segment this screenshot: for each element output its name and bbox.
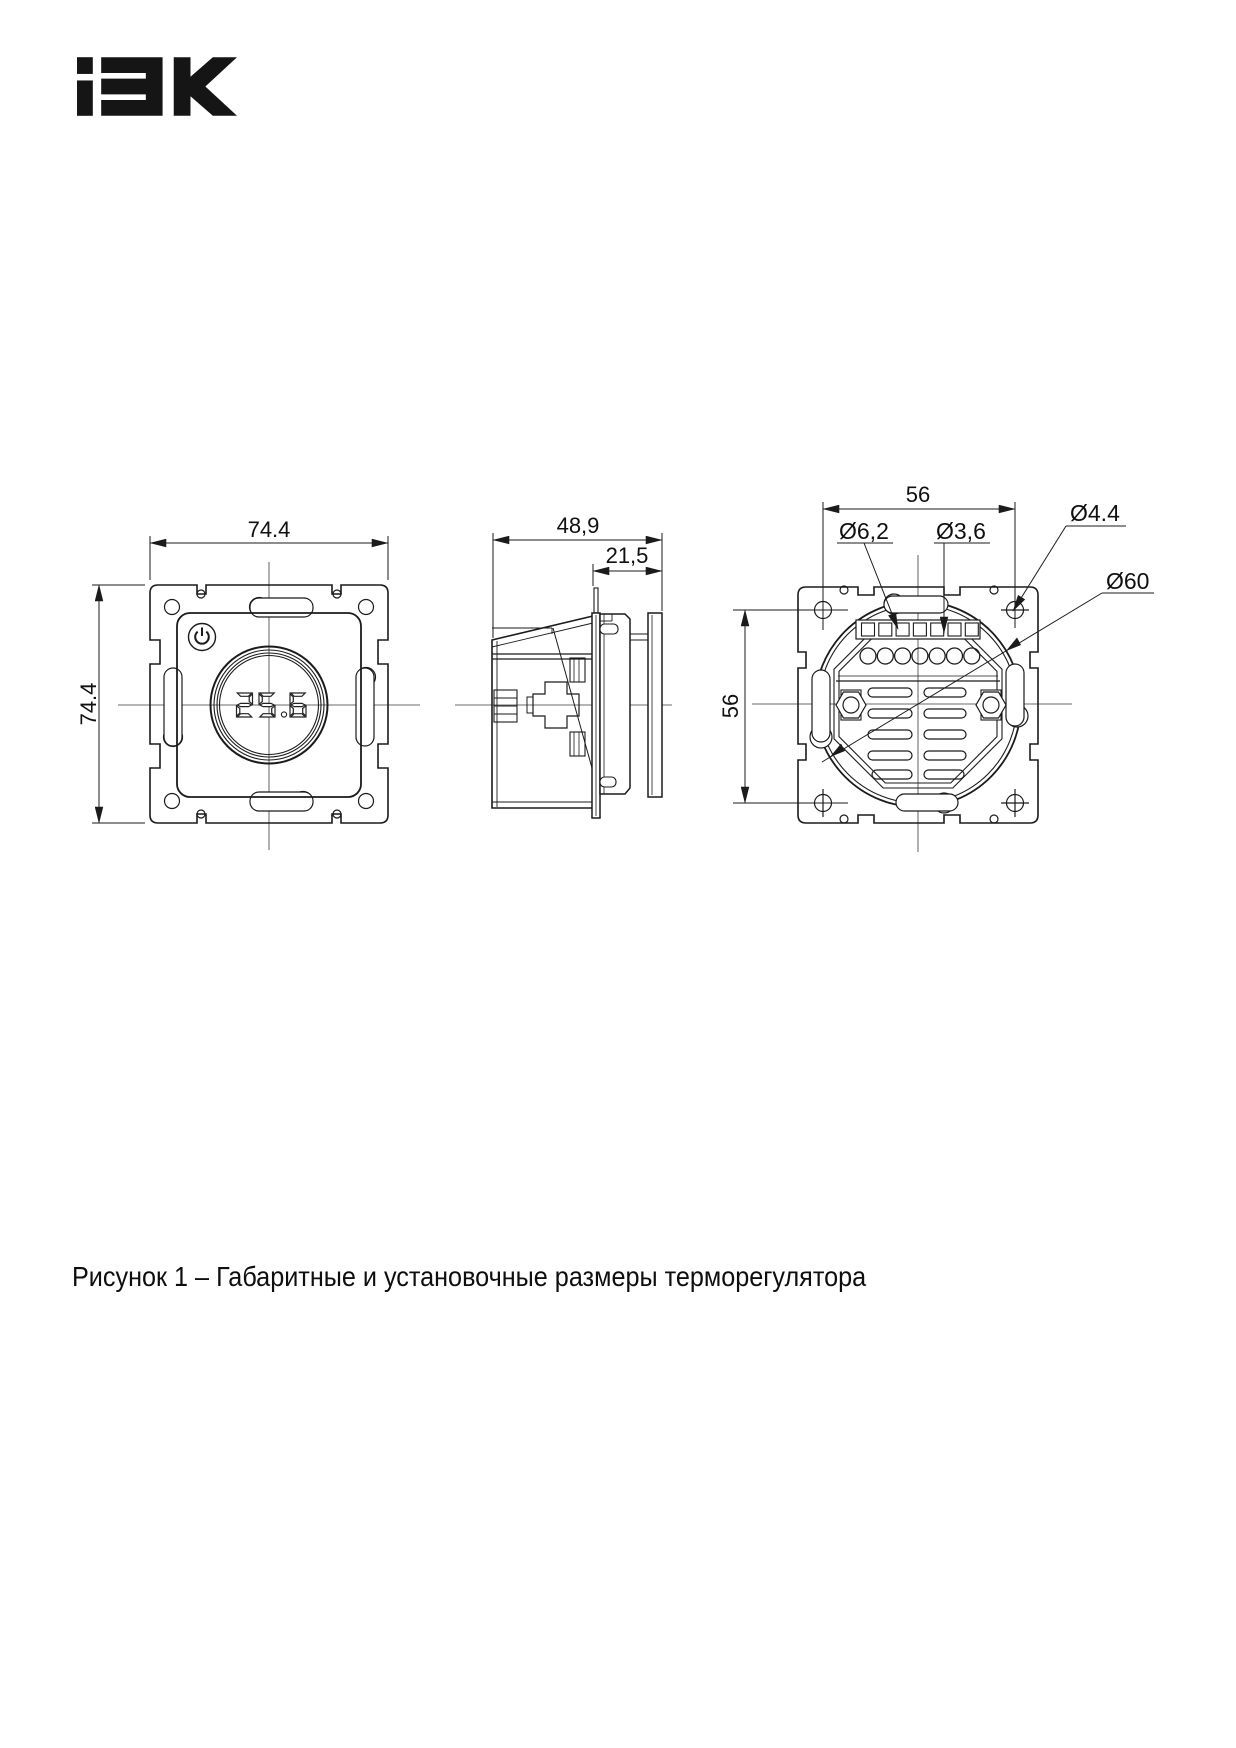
- side-flange: [592, 588, 600, 818]
- terminal-screws: [860, 648, 980, 664]
- claw-screws: [836, 690, 1006, 720]
- front-height-dimension: [76, 585, 145, 823]
- front-height-label: 74.4: [76, 682, 101, 726]
- hole-small-label: Ø6,2: [839, 518, 889, 544]
- side-depth-label: 48,9: [556, 513, 600, 538]
- screw-hole-label: Ø4.4: [1070, 500, 1120, 526]
- side-pin-bottom: [600, 777, 616, 787]
- front-width-label: 74.4: [247, 517, 291, 542]
- temperature-display-digits: [237, 693, 307, 717]
- back-view: [718, 482, 1154, 852]
- side-front-frame: [648, 613, 662, 797]
- side-front-cap: [600, 614, 648, 794]
- side-view: [455, 513, 672, 818]
- side-pin-top: [600, 624, 618, 634]
- vent-slots: [868, 688, 966, 779]
- body-dia-label: Ø60: [1106, 568, 1150, 594]
- back-width-label: 56: [905, 482, 931, 507]
- back-height-label: 56: [718, 693, 743, 719]
- side-body: [492, 616, 593, 808]
- figure-caption: Рисунок 1 – Габаритные и установочные размеры терморегулятора: [72, 1261, 867, 1292]
- side-front-depth-label: 21,5: [605, 543, 649, 568]
- side-front-depth-dimension: [593, 543, 662, 586]
- front-view: [76, 517, 420, 850]
- hole-tiny-label: Ø3,6: [936, 518, 986, 544]
- power-icon: [189, 624, 216, 651]
